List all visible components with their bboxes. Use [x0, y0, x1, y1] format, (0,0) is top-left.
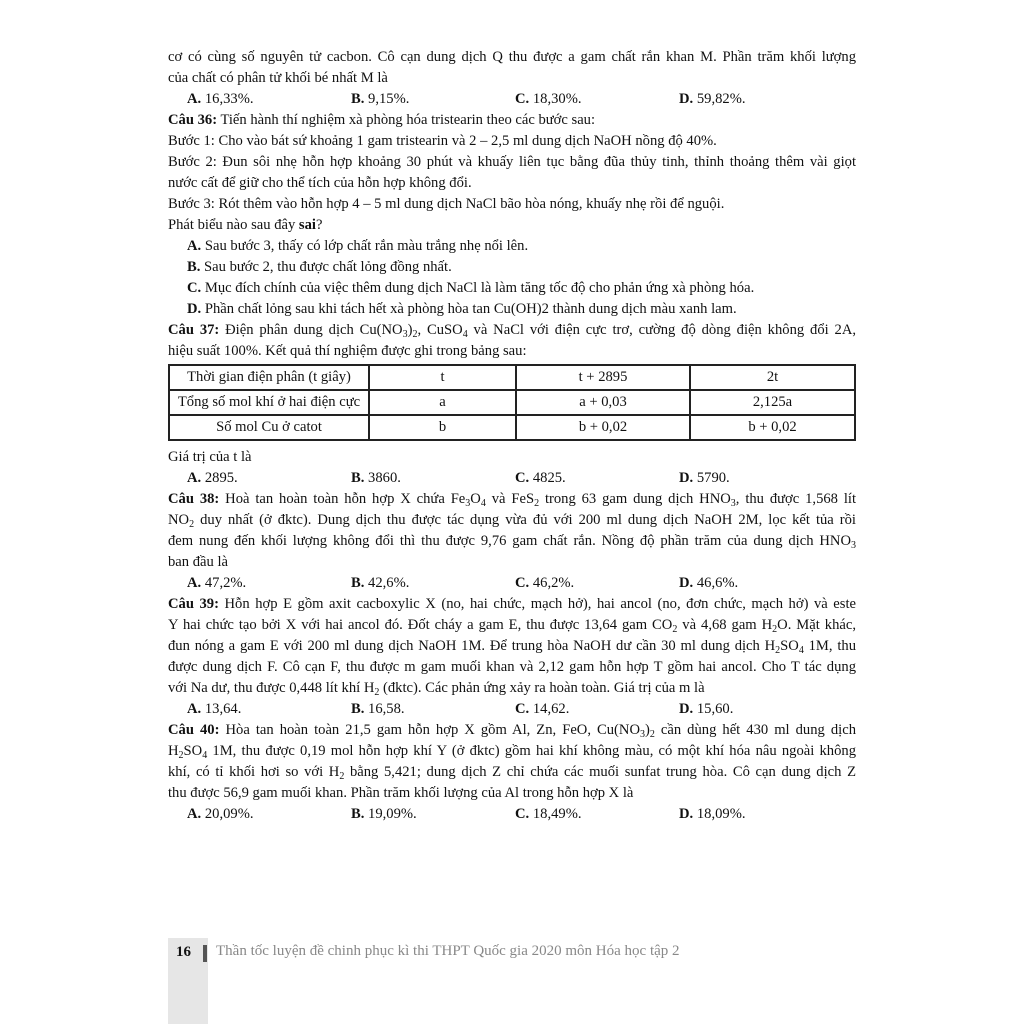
q38-line: $NO_2$ duy nhất (ở đktc). Dung dịch thu được tác dụng vừa đủ với 200 ml dung dịch NaOH 2M, lọc kết tủa rồi	[168, 512, 856, 530]
option: C. 4825.	[515, 470, 566, 486]
q36-step: nước cất để giữ cho thể tích của hỗn hợp không đổi.	[168, 175, 472, 191]
q36-step: Bước 2: Đun sôi nhẹ hỗn hợp khoảng 30 phút và khuấy liên tục bằng đũa thủy tinh, thỉnh thoảng thêm vài giọt	[168, 154, 856, 170]
option: A. 2895.	[187, 470, 238, 486]
option: C. 18,49%.	[515, 806, 582, 822]
q40-line: thu được 56,9 gam muối khan. Phần trăm khối lượng của Al trong hỗn hợp X là	[168, 785, 634, 801]
q39-line: đun nóng a gam E với 200 ml dung dịch NaOH 1M. Để trung hòa NaOH dư cần 30 ml dung dịch $H_2SO_4$ 1M, thu	[168, 638, 856, 656]
q37-line: Câu 37: Điện phân dung dịch $Cu(NO_3)_2$, CuSO$_4$ và NaCl với điện cực trơ, cường độ dòng điện không đổi 2A,	[168, 322, 857, 340]
table-row: Tổng số mol khí ở hai điện cực a a + 0,03 2,125a	[169, 390, 855, 415]
electrolysis-table	[168, 364, 856, 441]
q36-option-d: D. Phần chất lỏng sau khi tách hết xà phòng hòa tan Cu(OH)2 thành dung dịch màu xanh lam.	[187, 301, 737, 317]
option: B. 9,15%.	[351, 91, 410, 107]
q39-line: Y hai chức tạo bởi X với hai ancol đó. Đốt cháy a gam E, thu được 13,64 gam $CO_2$ và 4,68 gam $H_2O$. Mặt khác,	[168, 617, 856, 635]
footer-title: Thần tốc luyện đề chinh phục kì thi THPT Quốc gia 2020 môn Hóa học tập 2	[216, 943, 680, 959]
option: B. 42,6%.	[351, 575, 410, 591]
option: B. 19,09%.	[351, 806, 417, 822]
option: C. 46,2%.	[515, 575, 575, 591]
q36-step: Bước 3: Rót thêm vào hỗn hợp 4 – 5 ml dung dịch NaCl bão hòa nóng, khuấy nhẹ rồi để nguội.	[168, 196, 725, 212]
q39-line: được dung dịch F. Cô cạn F, thu được m gam muối khan và 2,12 gam hỗn hợp T gồm hai ancol. Cho T tác dụng	[168, 659, 856, 675]
page-number: 16	[176, 944, 191, 960]
q35-line: của chất có phân tử khối bé nhất M là	[168, 70, 388, 86]
q40-options	[168, 804, 856, 825]
q38-line: đem nung đến khối lượng không đổi thì thu được 9,76 gam chất rắn. Nồng độ phần trăm của dung dịch $HNO_3$	[168, 533, 856, 551]
option: A. 16,33%.	[187, 91, 254, 107]
option: D. 15,60.	[679, 701, 734, 717]
q36-intro: Câu 36: Tiến hành thí nghiệm xà phòng hóa tristearin theo các bước sau:	[168, 112, 596, 128]
footer-divider	[203, 945, 207, 962]
q36-option-b: B. Sau bước 2, thu được chất lỏng đồng nhất.	[187, 259, 452, 275]
q37-line: hiệu suất 100%. Kết quả thí nghiệm được ghi trong bảng sau:	[168, 343, 527, 359]
q38-line: ban đầu là	[168, 554, 228, 570]
q40-line: $H_2SO_4$ 1M, thu được 0,19 mol hỗn hợp khí Y (ở đktc) gồm hai khí không màu, có một khí hóa nâu ngoài không	[168, 743, 856, 761]
q35-line: cơ có cùng số nguyên tử cacbon. Cô cạn dung dịch Q thu được a gam chất rắn khan M. Phần trăm khối lượng	[168, 49, 856, 65]
option: C. 14,62.	[515, 701, 570, 717]
option: D. 59,82%.	[679, 91, 746, 107]
q35-options	[168, 89, 856, 110]
option: A. 20,09%.	[187, 806, 254, 822]
q37-question: Giá trị của t là	[168, 449, 252, 465]
option: A. 13,64.	[187, 701, 242, 717]
q39-options	[168, 699, 856, 720]
option: B. 16,58.	[351, 701, 405, 717]
option: A. 47,2%.	[187, 575, 247, 591]
q38-line: Câu 38: Hoà tan hoàn toàn hỗn hợp X chứa $Fe_3O_4$ và FeS$_2$ trong 63 gam dung dịch $HNO_3$, thu được 1,568 lít	[168, 491, 856, 509]
q39-line: với Na dư, thu được 0,448 lít khí $H_2$ (đktc). Các phản ứng xảy ra hoàn toàn. Giá trị của m là	[168, 680, 705, 698]
option: D. 46,6%.	[679, 575, 739, 591]
page-content	[168, 47, 856, 825]
q40-line: Câu 40: Hòa tan hoàn toàn 21,5 gam hỗn hợp X gồm Al, Zn, FeO, $Cu(NO_3)_2$ cần dùng hết 430 ml dung dịch	[168, 722, 856, 740]
q36-option-c: C. Mục đích chính của việc thêm dung dịch NaCl là làm tăng tốc độ cho phản ứng xà phòng hóa.	[187, 280, 755, 296]
table-row: Số mol Cu ở catot b b + 0,02 b + 0,02	[169, 415, 855, 440]
option: D. 5790.	[679, 470, 730, 486]
option: B. 3860.	[351, 470, 401, 486]
q40-line: khí, có tỉ khối hơi so với $H_2$ bằng 5,421; dung dịch Z chỉ chứa các muối sunfat trung hòa. Cô cạn dung dịch Z	[168, 764, 856, 782]
option: C. 18,30%.	[515, 91, 582, 107]
q39-line: Câu 39: Hỗn hợp E gồm axit cacboxylic X (no, hai chức, mạch hở), hai ancol (no, đơn chức, mạch hở) và este	[168, 596, 856, 612]
table-row: Thời gian điện phân (t giây) t t + 2895 2t	[169, 365, 855, 390]
q38-options	[168, 573, 856, 594]
q36-step: Bước 1: Cho vào bát sứ khoảng 1 gam tristearin và 2 – 2,5 ml dung dịch NaOH nồng độ 40%.	[168, 133, 717, 149]
q36-option-a: A. Sau bước 3, thấy có lớp chất rắn màu trắng nhẹ nổi lên.	[187, 238, 529, 254]
option: D. 18,09%.	[679, 806, 746, 822]
q37-options	[168, 468, 856, 489]
q36-question: Phát biểu nào sau đây sai?	[168, 217, 323, 233]
